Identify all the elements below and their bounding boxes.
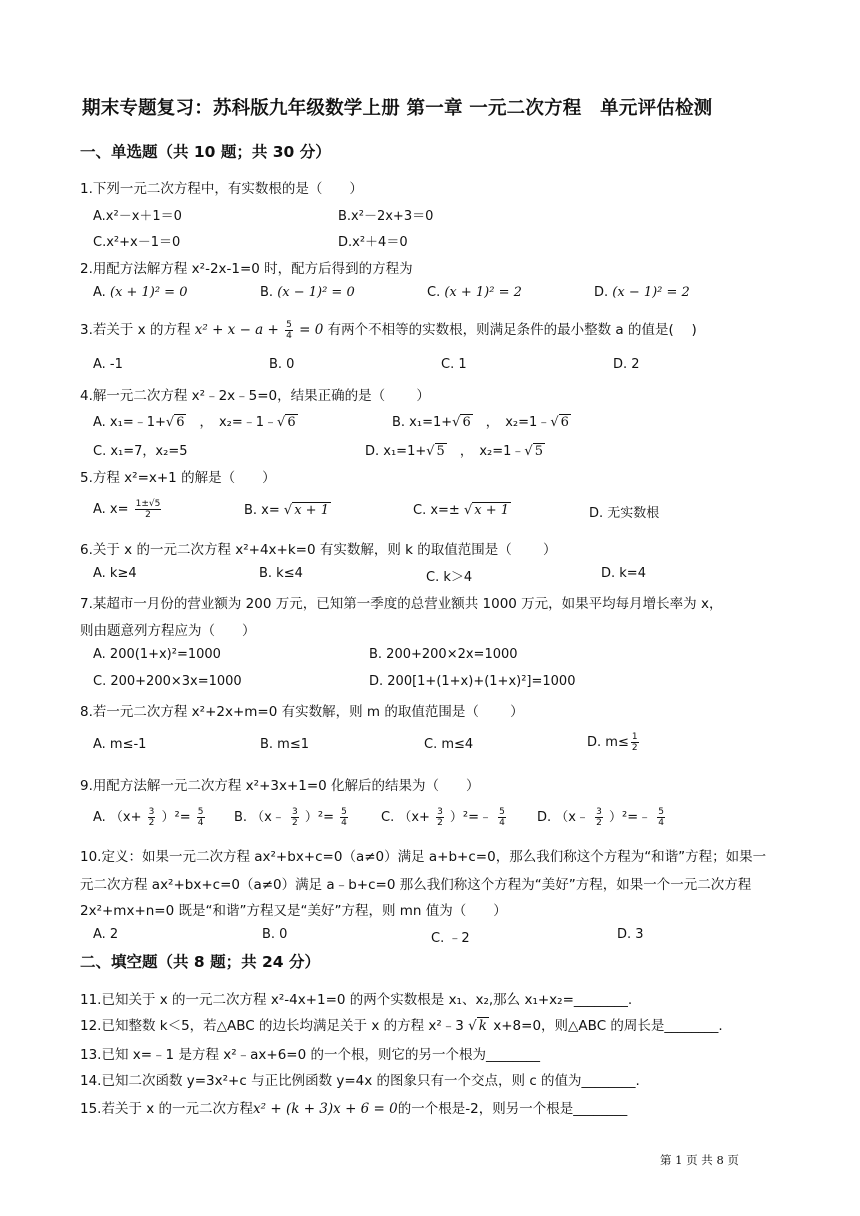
numerator: 3 <box>437 807 443 817</box>
text: D. （x﹣ <box>537 810 594 825</box>
equation: (x + 1)² = 2 <box>444 285 522 300</box>
question-10-stem-line-1: 10.定义：如果一元二次方程 ax²+bx+c=0（a≠0）满足 a+b+c=0，那么我们称这个方程为“和谐”方程；如果一 <box>80 849 767 865</box>
question-2-stem: 2.用配方法解方程 x²-2x-1=0 时，配方后得到的方程为 <box>80 261 413 277</box>
stem-prefix: 3.若关于 x 的方程 <box>80 322 195 338</box>
question-6-option-b: B. k≤4 <box>259 566 303 581</box>
question-3-option-a: A. -1 <box>93 357 123 372</box>
question-13: 13.已知 x=﹣1 是方程 x²﹣ax+6=0 的一个根，则它的另一个根为________ <box>80 1047 540 1063</box>
question-3-option-d: D. 2 <box>613 357 640 372</box>
question-7-option-b: B. 200+200×2x=1000 <box>369 647 518 662</box>
question-4-option-c: C. x₁=7，x₂=5 <box>93 444 188 459</box>
question-9-option-b <box>234 806 350 828</box>
question-2-option-b <box>260 285 355 300</box>
text: C. （x+ <box>381 810 435 825</box>
question-10-option-b: B. 0 <box>262 927 288 942</box>
square-root: √ 6 <box>452 415 471 430</box>
square-root: √ x + 1 <box>463 503 510 518</box>
question-15 <box>80 1097 627 1117</box>
question-10-stem-line-3: 2x²+mx+n=0 既是“和谐”方程又是“美好”方程，则 mn 值为（ ） <box>80 903 507 919</box>
question-3-stem <box>80 318 697 341</box>
text: x+8=0，则△ABC 的周长是________. <box>488 1018 723 1034</box>
question-7-stem-line-1: 7.某超市一月份的营业额为 200 万元，已知第一季度的总营业额共 1000 万元，如果平均每月增长率为 x， <box>80 596 723 612</box>
question-3-option-c: C. 1 <box>441 357 467 372</box>
text: C. x=± <box>413 503 464 518</box>
radicand: 5 <box>534 444 543 459</box>
text: B. （x﹣ <box>234 810 290 825</box>
radicand: 6 <box>462 415 471 430</box>
text: ， x₂=1﹣ <box>446 444 525 459</box>
stem-suffix: 有两个不相等的实数根，则满足条件的最小整数 a 的值是( ) <box>323 322 697 338</box>
equation-part: = 0 <box>294 322 324 338</box>
square-root: √ x + 1 <box>283 503 329 518</box>
square-root: √ 6 <box>165 415 185 430</box>
question-9-option-d <box>537 806 667 828</box>
numerator: 5 <box>341 807 347 817</box>
text: ）²= <box>300 810 339 825</box>
numerator: 5 <box>286 319 292 330</box>
radicand: x + 1 <box>294 503 329 518</box>
question-1-stem: 1.下列一元二次方程中，有实数根的是（ ） <box>80 181 363 197</box>
question-8-option-b: B. m≤1 <box>260 737 310 752</box>
text: ， x₂=﹣1﹣ <box>186 415 278 430</box>
question-8-option-c: C. m≤4 <box>424 737 474 752</box>
fraction <box>498 807 506 828</box>
question-8-stem: 8.若一元二次方程 x²+2x+m=0 有实数解，则 m 的取值范围是（ ） <box>80 704 524 720</box>
fraction <box>285 320 293 341</box>
numerator: 3 <box>292 807 298 817</box>
numerator: 3 <box>148 807 155 817</box>
numerator: 5 <box>658 807 664 817</box>
text: B. x= <box>244 503 284 518</box>
denominator: 2 <box>148 818 155 828</box>
numerator: 5 <box>197 807 204 817</box>
denominator: 4 <box>658 818 664 828</box>
question-7-option-d: D. 200[1+(1+x)+(1+x)²]=1000 <box>369 674 576 689</box>
text: A. （x+ <box>93 810 146 825</box>
question-3-option-b: B. 0 <box>269 357 295 372</box>
question-7-stem-line-2: 则由题意列方程应为（ ） <box>80 623 256 639</box>
fraction <box>291 807 299 828</box>
question-5-option-c <box>413 503 511 518</box>
numerator: 1±√5 <box>135 499 161 509</box>
text: A. x₁=﹣1+ <box>93 415 166 430</box>
text: B. x₁=1+ <box>392 415 453 430</box>
square-root: √ k <box>468 1018 487 1034</box>
question-14: 14.已知二次函数 y=3x²+c 与正比例函数 y=4x 的图象只有一个交点，则 c 的值为________. <box>80 1073 640 1089</box>
question-7-option-c: C. 200+200×3x=1000 <box>93 674 242 689</box>
numerator: 1 <box>631 732 638 742</box>
square-root: √ 5 <box>524 444 543 459</box>
equation-part: x² + x − a + <box>194 322 284 338</box>
question-6-option-d: D. k=4 <box>601 566 646 581</box>
question-12 <box>80 1014 723 1034</box>
denominator: 2 <box>631 743 638 753</box>
question-5-option-a <box>93 499 163 520</box>
denominator: 4 <box>197 818 204 828</box>
question-4-option-d <box>365 440 545 459</box>
equation: (x − 1)² = 0 <box>277 285 355 300</box>
denominator: 2 <box>596 818 602 828</box>
equation: x² + (k + 3)x + 6 = 0 <box>253 1101 398 1117</box>
question-6-option-c: C. k＞4 <box>426 570 473 585</box>
radicand: 5 <box>436 444 445 459</box>
square-root: √ 5 <box>426 444 445 459</box>
question-4-stem: 4.解一元二次方程 x²﹣2x﹣5=0，结果正确的是（ ） <box>80 388 430 404</box>
question-10-option-d: D. 3 <box>617 927 644 942</box>
square-root: √ 6 <box>277 415 296 430</box>
equation: (x − 1)² = 2 <box>612 285 690 300</box>
square-root: √ 6 <box>550 415 569 430</box>
question-4-option-a <box>93 411 298 430</box>
text: ）²= <box>157 810 195 825</box>
denominator: 4 <box>341 818 347 828</box>
question-6-option-a: A. k≥4 <box>93 566 137 581</box>
text: ）²=﹣ <box>604 810 656 825</box>
denominator: 2 <box>145 510 151 520</box>
fraction <box>657 807 665 828</box>
radicand: 6 <box>287 415 296 430</box>
numerator: 3 <box>596 807 602 817</box>
question-1-option-d: D.x²＋4＝0 <box>338 235 408 250</box>
text: A. x= <box>93 502 133 517</box>
fraction <box>197 807 205 828</box>
denominator: 2 <box>437 818 443 828</box>
question-11: 11.已知关于 x 的一元二次方程 x²-4x+1=0 的两个实数根是 x₁、x₂,那么 x₁+x₂=________. <box>80 992 633 1008</box>
fraction <box>340 807 348 828</box>
radicand: x + 1 <box>474 503 510 518</box>
fraction <box>436 807 444 828</box>
equation: (x + 1)² = 0 <box>109 285 188 300</box>
section-heading-single-choice: 一、单选题（共 10 题；共 30 分） <box>80 143 331 161</box>
question-1-option-a: A.x²－x＋1＝0 <box>93 209 182 224</box>
fraction <box>595 807 603 828</box>
radicand: 6 <box>176 415 185 430</box>
page-title: 期末专题复习：苏科版九年级数学上册 第一章 一元二次方程 单元评估检测 <box>82 98 713 119</box>
question-7-option-a: A. 200(1+x)²=1000 <box>93 647 221 662</box>
option-letter: B. <box>260 285 278 300</box>
question-1-option-c: C.x²+x－1＝0 <box>93 235 181 250</box>
numerator: 5 <box>499 807 505 817</box>
question-1-option-b: B.x²－2x+3＝0 <box>338 209 434 224</box>
question-9-option-c <box>381 806 508 828</box>
question-5-stem: 5.方程 x²=x+1 的解是（ ） <box>80 470 276 486</box>
text: D. m≤ <box>587 735 629 750</box>
denominator: 4 <box>499 818 505 828</box>
text: D. x₁=1+ <box>365 444 427 459</box>
option-letter: A. <box>93 285 110 300</box>
question-4-option-b <box>392 411 571 430</box>
option-letter: D. <box>594 285 613 300</box>
text: ， x₂=1﹣ <box>472 415 551 430</box>
fraction <box>148 807 156 828</box>
question-2-option-c <box>427 285 522 300</box>
question-10-option-a: A. 2 <box>93 927 119 942</box>
question-2-option-d <box>594 285 690 300</box>
question-5-option-d: D. 无实数根 <box>589 506 660 521</box>
text: 15.若关于 x 的一元二次方程 <box>80 1101 254 1117</box>
question-5-option-b <box>244 503 331 518</box>
question-10-stem-line-2: 元二次方程 ax²+bx+c=0（a≠0）满足 a﹣b+c=0 那么我们称这个方程为“美好”方程，如果一个一元二次方程 <box>80 877 752 893</box>
fraction <box>135 499 162 520</box>
denominator: 2 <box>292 818 298 828</box>
question-6-stem: 6.关于 x 的一元二次方程 x²+4x+k=0 有实数解，则 k 的取值范围是（ ） <box>80 542 557 558</box>
question-9-stem: 9.用配方法解一元二次方程 x²+3x+1=0 化解后的结果为（ ） <box>80 778 480 794</box>
text: 的一个根是-2，则另一个根是________ <box>397 1101 628 1117</box>
question-8-option-d <box>587 732 641 753</box>
section-heading-fill-in: 二、填空题（共 8 题；共 24 分） <box>80 953 320 971</box>
text: ）²=﹣ <box>445 810 497 825</box>
option-letter: C. <box>427 285 445 300</box>
denominator: 4 <box>286 330 292 341</box>
radicand: k <box>478 1018 487 1034</box>
fraction <box>631 732 639 753</box>
page-number: 第 1 页 共 8 页 <box>660 1153 739 1167</box>
question-2-option-a <box>93 285 187 300</box>
question-8-option-a: A. m≤-1 <box>93 737 147 752</box>
radicand: 6 <box>560 415 569 430</box>
question-9-option-a <box>93 806 207 828</box>
question-10-option-c: C. ﹣2 <box>431 931 470 946</box>
text: 12.已知整数 k＜5，若△ABC 的边长均满足关于 x 的方程 x²﹣3 <box>80 1018 469 1034</box>
